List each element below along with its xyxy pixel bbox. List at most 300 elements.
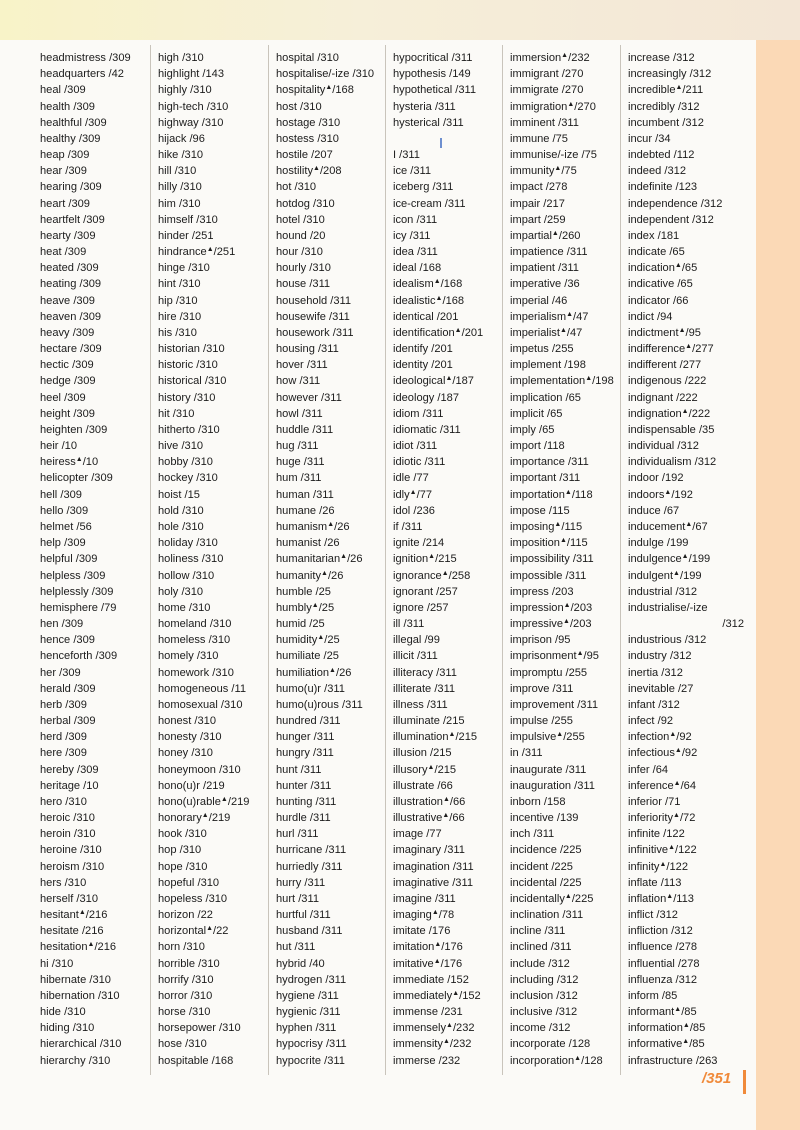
entry-word: historian	[158, 343, 200, 356]
entry-word: hip	[158, 294, 173, 307]
entry-page: 311	[419, 440, 438, 453]
index-entry	[628, 681, 746, 697]
advanced-marker-icon: ▲	[567, 100, 575, 108]
entry-page: 25	[326, 650, 339, 663]
entry-word: infinite	[628, 828, 661, 841]
entry-word: hope	[158, 860, 183, 873]
entry-separator: /	[193, 650, 200, 663]
index-entry	[628, 745, 746, 761]
advanced-marker-icon: ▲	[317, 634, 325, 642]
entry-page: 25	[321, 601, 335, 614]
entry-page: 310	[196, 391, 216, 404]
entry-separator: /	[548, 860, 555, 873]
index-entry	[40, 810, 158, 826]
entry-word: imminent	[510, 116, 556, 129]
index-entry	[628, 66, 746, 82]
entry-page: 309	[82, 278, 102, 291]
index-entry	[40, 454, 158, 470]
entry-separator: /	[178, 52, 186, 64]
index-entry	[158, 179, 276, 195]
entry-word: incident	[510, 860, 549, 873]
entry-word: informant	[628, 1006, 675, 1019]
index-entry	[628, 228, 746, 244]
entry-page: 168	[335, 84, 354, 97]
index-entry	[276, 503, 394, 519]
entry-separator: /	[571, 892, 575, 905]
entry-word: illicit	[393, 650, 414, 663]
entry-word: hold	[158, 504, 179, 517]
entry-word: important	[510, 472, 557, 485]
entry-separator: /	[431, 892, 439, 905]
entry-page: 311	[302, 375, 321, 388]
entry-page: 65	[550, 407, 563, 420]
entry-word: how	[276, 375, 297, 388]
entry-separator: /	[674, 682, 682, 695]
entry-word: hereby	[40, 763, 74, 776]
entry-separator: /	[318, 860, 325, 873]
entry-separator: /	[431, 682, 438, 695]
entry-word: horse	[158, 1006, 186, 1019]
entry-separator: /	[329, 326, 336, 339]
entry-word: independence	[628, 197, 698, 210]
entry-word: humiliation	[276, 666, 330, 679]
index-entry	[158, 794, 276, 810]
entry-page: 312	[559, 973, 579, 986]
entry-word: heartfelt	[40, 213, 81, 226]
advanced-marker-icon: ▲	[681, 407, 689, 415]
entry-separator: /	[182, 828, 189, 841]
entry-separator: /	[182, 1038, 189, 1051]
advanced-marker-icon: ▲	[87, 941, 95, 949]
entry-separator: /	[63, 504, 70, 517]
index-entry	[510, 454, 628, 470]
entry-page: 311	[435, 181, 454, 194]
entry-separator: /	[69, 326, 76, 339]
entry-separator: /	[296, 100, 304, 113]
entry-word: heart	[40, 197, 66, 210]
entry-page: 310	[200, 876, 220, 889]
entry-separator: /	[682, 84, 686, 97]
entry-separator: /	[423, 698, 430, 711]
entry-word: hygiene	[276, 989, 315, 1002]
entry-page: 311	[313, 812, 331, 825]
index-entry	[628, 196, 746, 212]
entry-separator: /	[215, 763, 223, 776]
entry-word: inborn	[510, 795, 541, 808]
entry-page: 311	[447, 844, 465, 857]
entry-page: 46	[555, 294, 568, 307]
entry-separator: /	[48, 957, 55, 970]
entry-page: 236	[416, 504, 435, 517]
index-entry	[276, 131, 394, 147]
entry-page: 36	[567, 278, 580, 291]
entry-separator: /	[70, 634, 77, 647]
entry-word: incur	[628, 132, 653, 145]
entry-word: incumbent	[628, 116, 680, 129]
index-entry	[276, 875, 394, 891]
entry-word: incorporate	[510, 1038, 566, 1051]
entry-separator: /	[178, 149, 185, 162]
entry-word: idiomatic	[393, 423, 437, 436]
entry-separator: /	[300, 213, 307, 226]
entry-word: hover	[276, 359, 304, 372]
index-entry	[158, 406, 276, 422]
entry-separator: /	[58, 440, 65, 453]
entry-separator: /	[518, 747, 525, 760]
advanced-marker-icon: ▲	[452, 989, 460, 997]
index-entry	[40, 681, 158, 697]
entry-page: 311	[335, 326, 354, 339]
entry-separator: /	[70, 407, 77, 420]
entry-word: infliction	[628, 925, 669, 938]
index-entry	[628, 115, 746, 131]
index-entry	[510, 600, 628, 616]
index-entry	[510, 357, 628, 373]
entry-word: healthful	[40, 116, 82, 129]
entry-page: 66	[676, 294, 689, 307]
entry-separator: /	[444, 973, 451, 986]
entry-word: humanity	[276, 569, 322, 582]
entry-separator: /	[434, 391, 441, 404]
entry-word: humidity	[276, 634, 318, 647]
entry-word: hysteria	[393, 100, 432, 113]
entry-word: importance	[510, 456, 565, 469]
entry-page: 64	[655, 763, 669, 776]
index-entry	[158, 616, 276, 632]
index-entry	[158, 729, 276, 745]
entry-separator: /	[312, 585, 319, 598]
index-entry	[40, 859, 158, 875]
entry-page: 309	[94, 472, 113, 485]
section-marker	[440, 138, 442, 148]
index-entry	[393, 745, 511, 761]
entry-page: 258	[451, 569, 471, 582]
entry-separator: /	[306, 262, 313, 275]
advanced-marker-icon: ▲	[445, 375, 453, 383]
entry-separator: /	[410, 472, 417, 485]
entry-page: 312	[687, 634, 707, 647]
index-entry	[393, 972, 511, 988]
entry-separator: /	[306, 618, 313, 631]
entry-separator: /	[661, 165, 668, 178]
entry-page: 310	[201, 423, 220, 436]
entry-separator: /	[681, 375, 688, 388]
entry-separator: /	[679, 812, 684, 825]
entry-word: imaginary	[393, 844, 442, 857]
entry-separator: /	[308, 149, 315, 162]
entry-page: 311	[404, 520, 423, 533]
entry-word: imposing	[510, 520, 555, 533]
entry-page: 310	[222, 763, 241, 776]
index-entry	[628, 762, 746, 778]
entry-separator: /	[176, 310, 183, 323]
entry-page: 232	[441, 1054, 461, 1067]
entry-word: industrialise/-ize	[628, 601, 708, 614]
entry-separator: /	[439, 715, 447, 728]
entry-separator: /	[303, 359, 310, 372]
index-entry	[40, 616, 158, 632]
entry-word: hectare	[40, 343, 78, 356]
entry-word: hunting	[276, 795, 313, 808]
index-entry	[276, 341, 394, 357]
entry-word: however	[276, 391, 318, 404]
entry-page: 312	[559, 989, 578, 1002]
entry-page: 309	[77, 375, 96, 388]
entry-page: 311	[313, 909, 331, 922]
entry-page: 312	[680, 440, 699, 453]
entry-word: idiom	[393, 407, 420, 420]
index-entry	[276, 600, 394, 616]
entry-separator: /	[413, 246, 421, 259]
entry-page: 152	[450, 973, 469, 986]
index-entry	[393, 1004, 511, 1020]
index-entry	[276, 810, 394, 826]
index-entry	[276, 470, 394, 486]
entry-page: 40	[312, 957, 325, 970]
index-entry	[628, 390, 746, 406]
advanced-marker-icon: ▲	[433, 278, 441, 286]
index-entry	[276, 648, 394, 664]
advanced-marker-icon: ▲	[685, 343, 693, 351]
index-entry	[158, 1004, 276, 1020]
entry-page: 310	[191, 601, 211, 614]
index-entry	[393, 665, 511, 681]
entry-word: indigenous	[628, 375, 682, 388]
entry-word: horn	[158, 941, 181, 954]
index-entry	[276, 454, 394, 470]
entry-separator: /	[227, 795, 231, 808]
advanced-marker-icon: ▲	[554, 165, 562, 173]
entry-page: 199	[669, 537, 689, 550]
advanced-marker-icon: ▲	[435, 294, 443, 302]
entry-word: historic	[158, 359, 194, 372]
entry-separator: /	[78, 925, 86, 938]
entry-page: 263	[698, 1054, 718, 1067]
entry-page: 311	[562, 472, 581, 485]
index-entry	[510, 826, 628, 842]
entry-separator: /	[213, 246, 217, 259]
entry-separator: /	[548, 294, 556, 307]
index-entry	[158, 988, 276, 1004]
index-entry	[40, 648, 158, 664]
entry-separator: /	[188, 229, 196, 242]
index-entry	[393, 535, 511, 551]
entry-separator: /	[206, 618, 213, 631]
entry-page: 72	[683, 812, 696, 825]
entry-word: humbly	[276, 601, 312, 614]
entry-separator: /	[294, 828, 301, 841]
entry-separator: /	[449, 860, 456, 873]
entry-word: inclined	[510, 941, 548, 954]
index-entry	[40, 584, 158, 600]
advanced-marker-icon: ▲	[206, 246, 214, 254]
index-entry	[276, 729, 394, 745]
entry-word: holy	[158, 585, 179, 598]
entry-page: 310	[75, 1022, 95, 1035]
entry-separator: /	[547, 941, 554, 954]
entry-page: 270	[577, 100, 596, 113]
index-entry	[40, 697, 158, 713]
entry-separator: /	[697, 197, 704, 210]
entry-separator: /	[186, 132, 193, 145]
index-entry	[158, 244, 276, 260]
index-entry	[393, 325, 511, 341]
index-entry	[628, 568, 746, 584]
index-entry	[276, 373, 394, 389]
entry-word: historical	[158, 375, 202, 388]
entry-separator: /	[322, 973, 329, 986]
entry-separator: /	[322, 844, 329, 857]
entry-separator: /	[428, 359, 435, 372]
entry-page: 310	[193, 84, 212, 97]
entry-page: 309	[77, 682, 96, 695]
entry-word: hono(u)rable	[158, 795, 221, 808]
entry-word: housewife	[276, 310, 326, 323]
entry-separator: /	[198, 116, 205, 129]
advanced-marker-icon: ▲	[325, 84, 333, 92]
advanced-marker-icon: ▲	[441, 569, 449, 577]
index-entry	[158, 1053, 276, 1069]
entry-word: humanitarian	[276, 553, 341, 566]
entry-word: infrastructure	[628, 1054, 693, 1067]
index-entry	[158, 859, 276, 875]
entry-page: 311	[328, 973, 347, 986]
entry-separator: /	[407, 165, 414, 178]
index-entry	[510, 939, 628, 955]
entry-separator: /	[695, 423, 703, 436]
entry-page: 25	[327, 634, 340, 647]
advanced-marker-icon: ▲	[563, 601, 571, 609]
index-column-2	[158, 50, 276, 1069]
entry-separator: /	[562, 763, 569, 776]
entry-separator: /	[80, 213, 87, 226]
entry-page: 278	[681, 957, 700, 970]
entry-page: 255	[554, 715, 573, 728]
entry-page: 310	[197, 715, 216, 728]
entry-word: imperialist	[510, 326, 560, 339]
index-entry	[628, 519, 746, 535]
entry-separator: /	[316, 504, 323, 517]
entry-page: 309	[69, 504, 89, 517]
entry-page: 26	[337, 520, 350, 533]
index-entry	[158, 535, 276, 551]
entry-word: hindrance	[158, 246, 207, 259]
index-entry	[276, 568, 394, 584]
index-entry	[628, 778, 746, 794]
index-entry	[158, 212, 276, 228]
advanced-marker-icon: ▲	[448, 731, 456, 739]
entry-separator: /	[555, 262, 562, 275]
entry-page: 309	[77, 715, 96, 728]
entry-page: 260	[561, 229, 581, 242]
entry-word: heritage	[40, 779, 81, 792]
index-entry	[628, 972, 746, 988]
index-entry	[393, 179, 511, 195]
entry-separator: /	[185, 262, 192, 275]
entry-word: incidental	[510, 876, 557, 889]
index-entry	[276, 907, 394, 923]
advanced-marker-icon: ▲	[566, 310, 574, 318]
entry-word: influential	[628, 957, 675, 970]
entry-separator: /	[203, 100, 210, 113]
entry-word: impose	[510, 504, 546, 517]
entry-page: 311	[303, 472, 322, 485]
entry-page: 277	[695, 343, 714, 356]
entry-separator: /	[549, 132, 556, 145]
entry-word: hypocrite	[276, 1054, 322, 1067]
entry-separator: /	[455, 731, 459, 744]
entry-word: inclusion	[510, 989, 554, 1002]
entry-separator: /	[306, 957, 313, 970]
index-entry	[40, 794, 158, 810]
entry-page: 27	[681, 682, 694, 695]
index-entry	[40, 600, 158, 616]
entry-word: imperialism	[510, 310, 567, 323]
entry-page: 310	[85, 860, 105, 873]
advanced-marker-icon: ▲	[329, 666, 336, 674]
index-entry	[158, 665, 276, 681]
entry-page: 11	[234, 682, 247, 695]
entry-word: hypothesis	[393, 68, 447, 81]
entry-page: 310	[102, 1038, 122, 1051]
index-entry	[276, 762, 394, 778]
entry-page: 310	[188, 828, 207, 841]
entry-separator: /	[661, 795, 669, 808]
entry-page: 152	[462, 989, 481, 1002]
entry-word: ill	[393, 618, 401, 631]
entry-page: 219	[211, 812, 231, 825]
entry-page: 311	[455, 860, 474, 873]
index-entry	[510, 179, 628, 195]
entry-separator: /	[556, 844, 564, 857]
entry-word: impress	[510, 585, 549, 598]
entry-page: 310	[77, 828, 96, 841]
entry-page: 311	[300, 828, 319, 841]
index-entry	[628, 551, 746, 567]
index-entry	[276, 228, 394, 244]
entry-separator: /	[553, 812, 560, 825]
entry-page: 310	[211, 634, 231, 647]
entry-separator: /	[80, 779, 87, 792]
advanced-marker-icon: ▲	[433, 957, 441, 965]
entry-separator: /	[692, 1054, 699, 1067]
entry-page: 310	[304, 246, 323, 259]
entry-separator: /	[321, 1054, 328, 1067]
index-entry	[40, 891, 158, 907]
page-number-bar	[743, 1070, 746, 1094]
index-entry	[628, 406, 746, 422]
entry-separator: /	[689, 213, 696, 226]
entry-separator: /	[672, 585, 679, 598]
entry-page: 309	[70, 149, 90, 162]
index-entry	[628, 665, 746, 681]
entry-word: idealistic	[393, 294, 436, 307]
entry-page: 232	[456, 1022, 475, 1035]
entry-word: hear	[40, 165, 63, 178]
index-entry	[510, 794, 628, 810]
entry-page: 47	[569, 326, 583, 339]
index-entry	[40, 276, 158, 292]
entry-separator: /	[676, 359, 683, 372]
entry-separator: /	[82, 423, 89, 436]
index-entry	[158, 939, 276, 955]
entry-separator: /	[433, 666, 440, 679]
entry-separator: /	[441, 844, 448, 857]
entry-word: immerse	[393, 1054, 436, 1067]
entry-page: 123	[678, 181, 698, 194]
entry-separator: /	[77, 343, 84, 356]
index-entry	[510, 923, 628, 939]
